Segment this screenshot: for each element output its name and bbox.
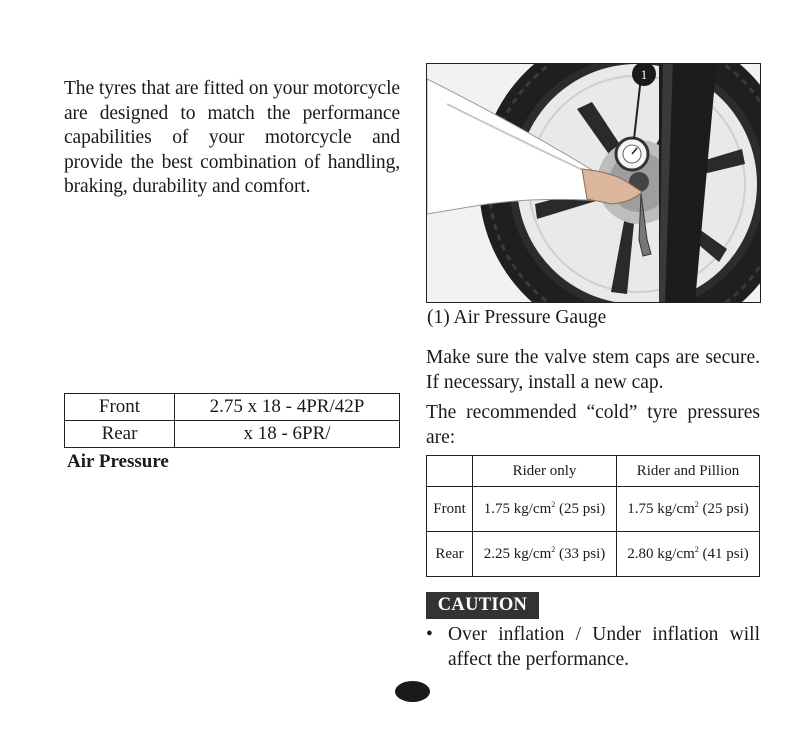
recommended-pressure-paragraph: The recommended “cold” tyre pressures are:	[426, 402, 760, 448]
callout-marker: 1	[640, 67, 648, 82]
header-rider-only: Rider only	[473, 456, 617, 487]
rear-rider-pillion: 2.80 $kg/cm^2$ (41 psi)	[617, 532, 760, 577]
intro-paragraph: The tyres that are fitted on your motorcycle are designed to match the performance capabilities of your motorcycle and provide the best combination of handling, braking, durability and comfort.	[64, 78, 400, 197]
table-row	[65, 421, 400, 448]
header-blank-cell	[427, 456, 473, 487]
caution-label: CAUTION	[426, 592, 539, 619]
table-header-row	[427, 456, 760, 487]
front-label: Front	[427, 487, 473, 532]
table-row	[427, 487, 760, 532]
table-row	[427, 532, 760, 577]
tyre-rear-size: x 18 - 6PR/	[175, 421, 400, 448]
valve-cap-paragraph: Make sure the valve stem caps are secure. If necessary, install a new cap.	[426, 347, 760, 393]
header-rider-pillion: Rider and Pillion	[617, 456, 760, 487]
caution-text-line-2: affect the performance.	[448, 649, 629, 670]
front-rider-pillion: 1.75 $kg/cm^2$ (25 psi)	[617, 487, 760, 532]
wheel-illustration	[427, 64, 760, 302]
caution-text-line-1: Over inflation / Under inflation will	[448, 624, 760, 645]
front-rider-only: 1.75 $kg/cm^2$ (25 psi)	[473, 487, 617, 532]
tyre-front-label: Front	[65, 394, 175, 421]
tyre-rear-label: Rear	[65, 421, 175, 448]
tyre-pressure-table	[426, 455, 760, 577]
tyre-size-table	[64, 393, 400, 448]
caution-bullet: •	[426, 624, 433, 645]
rear-label: Rear	[427, 532, 473, 577]
page-number-marker	[395, 681, 430, 702]
table-row	[65, 394, 400, 421]
air-pressure-heading: Air Pressure	[67, 451, 169, 472]
figure-caption: (1) Air Pressure Gauge	[427, 307, 607, 328]
rear-rider-only: 2.25 $kg/cm^2$ (33 psi)	[473, 532, 617, 577]
tyre-gauge-photo	[426, 63, 761, 303]
tyre-front-size: 2.75 x 18 - 4PR/42P	[175, 394, 400, 421]
